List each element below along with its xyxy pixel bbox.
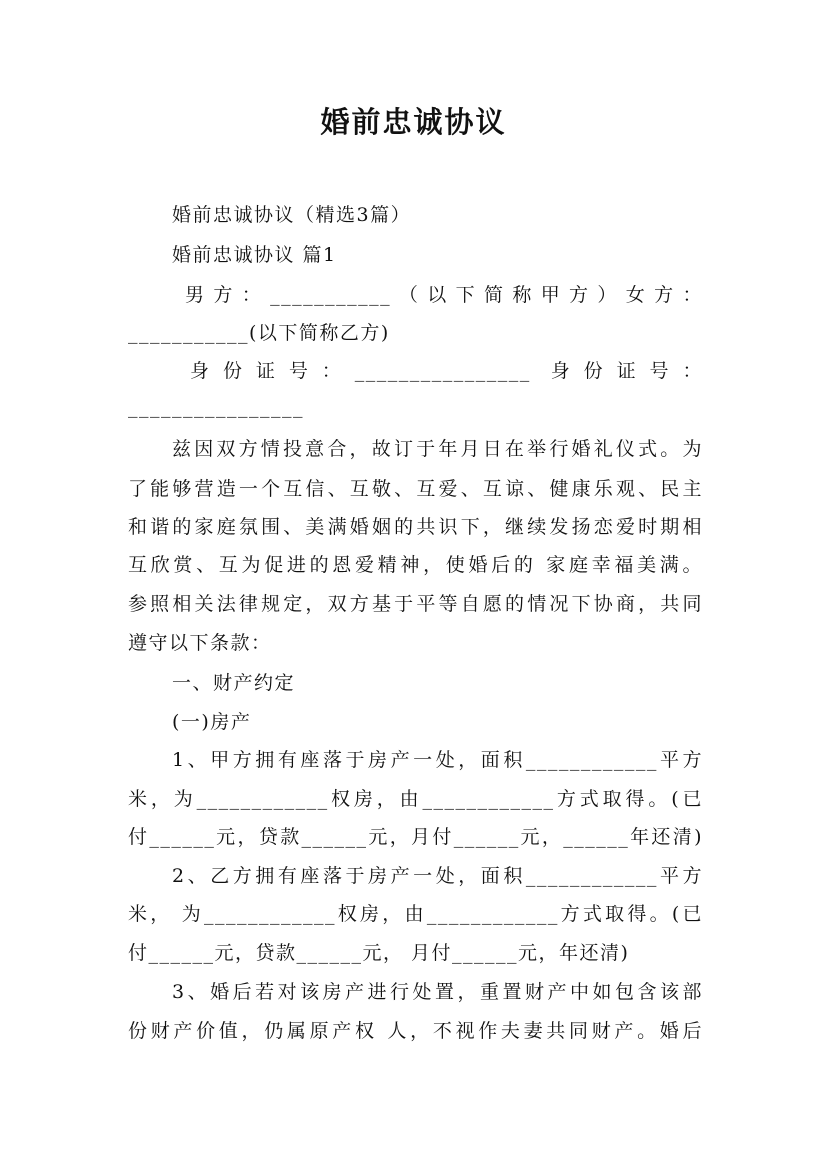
paragraph-line: 兹因双方情投意合，故订于年月日在举行婚礼仪式。为 (172, 438, 703, 460)
clause-line: 米， 为____________权房，由____________方式取得。(已 (128, 903, 703, 925)
clause-line: 2、乙方拥有座落于房产一处，面积____________平方 (172, 865, 703, 887)
clause-line: 1、甲方拥有座落于房产一处，面积____________平方 (172, 749, 703, 771)
clause-line: 份财产价值，仍属原产权 人，不视作夫妻共同财产。婚后 (128, 1020, 703, 1042)
party-line-2: ___________(以下简称乙方) (128, 322, 390, 344)
paragraph-line: 和谐的家庭氛围、美满婚姻的共识下，继续发扬恋爱时期相 (128, 516, 703, 538)
heading-property: 一、财产约定 (172, 672, 296, 694)
paragraph-line: 互欣赏、互为促进的恩爱精神，使婚后的 家庭幸福美满。 (128, 554, 703, 576)
section-heading: 婚前忠诚协议 篇1 (172, 244, 337, 266)
clause-line: 付______元，贷款______元， 月付______元，年还清) (128, 942, 630, 964)
paragraph-line: 遵守以下条款： (128, 632, 272, 654)
id-line-1: 身份证号：________________ 身份证号： (190, 360, 703, 382)
paragraph-line: 了能够营造一个互信、互敬、互爱、互谅、健康乐观、民主 (128, 478, 703, 500)
id-line-2: ________________ (128, 396, 304, 418)
party-line-1: 男方：___________（以下简称甲方）女方： (185, 284, 703, 306)
subtitle: 婚前忠诚协议（精选3篇） (172, 204, 412, 226)
clause-line: 3、婚后若对该房产进行处置，重置财产中如包含该部 (172, 981, 703, 1003)
clause-line: 米，为____________权房，由____________方式取得。(已 (128, 788, 703, 810)
clause-line: 付______元，贷款______元，月付______元，______年还清) (128, 826, 703, 848)
document-title: 婚前忠诚协议 (320, 105, 507, 139)
heading-house: (一)房产 (172, 711, 252, 733)
paragraph-line: 参照相关法律规定，双方基于平等自愿的情况下协商，共同 (128, 593, 703, 615)
